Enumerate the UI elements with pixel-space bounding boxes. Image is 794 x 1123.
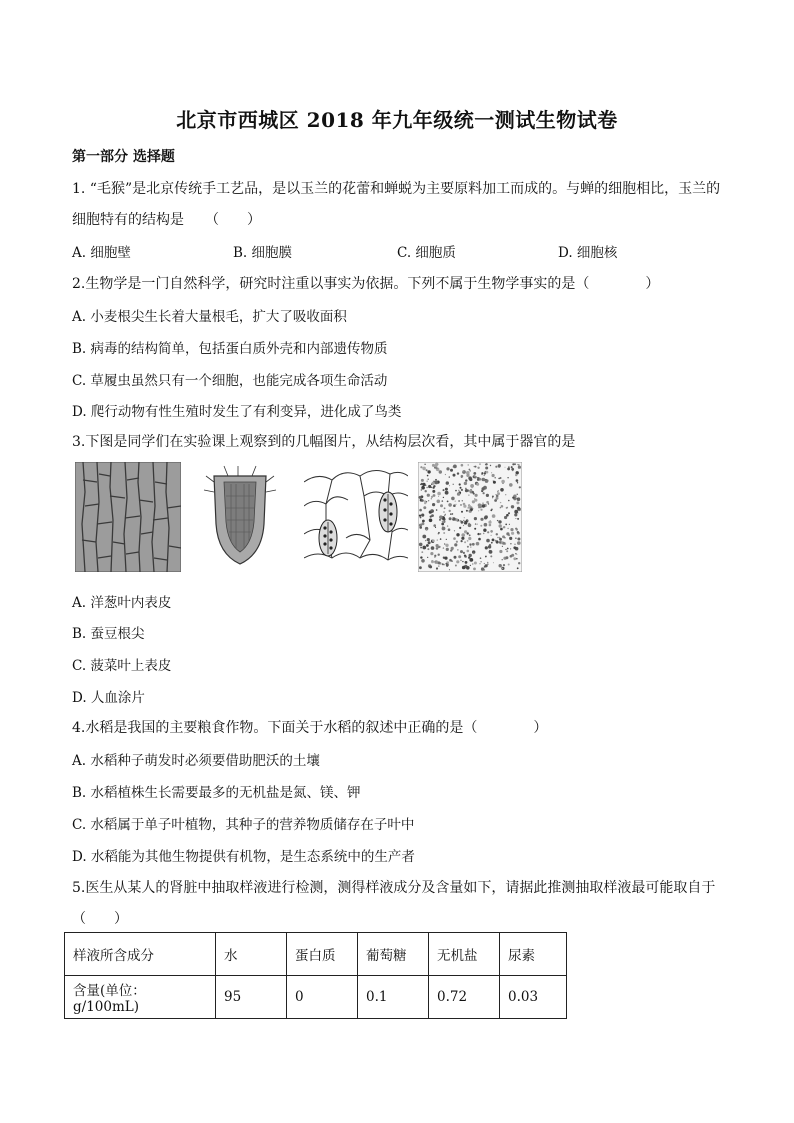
- table-cell: 0.72: [429, 976, 500, 1019]
- q1-stem-line2: 细胞特有的结构是 （ ）: [72, 212, 261, 228]
- q2-option-c: C. 草履虫虽然只有一个细胞，也能完成各项生命活动: [72, 373, 388, 389]
- onion-epidermis-image: [75, 462, 181, 572]
- q4-option-c: C. 水稻属于单子叶植物，其种子的营养物质储存在子叶中: [72, 817, 415, 833]
- q3-option-c: C. 菠菜叶上表皮: [72, 658, 172, 674]
- root-tip-image: [198, 462, 282, 572]
- q3-stem: 3.下图是同学们在实验课上观察到的几幅图片，从结构层次看，其中属于器官的是: [72, 434, 576, 450]
- q3-option-b: B. 蚕豆根尖: [72, 626, 145, 642]
- q2-option-d: D. 爬行动物有性生殖时发生了有利变异，进化成了鸟类: [72, 404, 402, 420]
- q1-stem-line1: 1. “毛猴”是北京传统手工艺品，是以玉兰的花蕾和蝉蜕为主要原料加工而成的。与蝉的细胞相比，玉兰的: [72, 181, 721, 197]
- q1-option-b: B. 细胞膜: [233, 245, 293, 261]
- q1-option-a: A. 细胞壁: [72, 245, 131, 261]
- q4-option-a: A. 水稻种子萌发时必须要借助肥沃的土壤: [72, 753, 320, 769]
- sample-composition-table: [64, 932, 567, 1019]
- table-header-cell: 尿素: [500, 933, 567, 976]
- q5-stem-line2: （ ）: [72, 911, 128, 927]
- q4-stem: 4.水稻是我国的主要粮食作物。下面关于水稻的叙述中正确的是（ ）: [72, 720, 548, 736]
- table-cell: 95: [216, 976, 287, 1019]
- table-header-row: [65, 933, 567, 976]
- q1-option-c: C. 细胞质: [397, 245, 456, 261]
- q1-option-d: D. 细胞核: [558, 245, 618, 261]
- spinach-epidermis-image: [304, 462, 408, 572]
- table-header-cell: 水: [216, 933, 287, 976]
- table-header-cell: 无机盐: [429, 933, 500, 976]
- table-cell: 0.1: [358, 976, 429, 1019]
- table-header-cell: 样液所含成分: [65, 933, 216, 976]
- table-header-cell: 葡萄糖: [358, 933, 429, 976]
- q2-stem: 2.生物学是一门自然科学，研究时注重以事实为依据。下列不属于生物学事实的是（ ）: [72, 276, 660, 292]
- blood-smear-image: [418, 462, 522, 572]
- table-cell: 含量(单位：g/100mL): [65, 976, 216, 1019]
- q3-option-d: D. 人血涂片: [72, 690, 145, 706]
- q4-option-b: B. 水稻植株生长需要最多的无机盐是氮、镁、钾: [72, 785, 361, 801]
- q4-option-d: D. 水稻能为其他生物提供有机物，是生态系统中的生产者: [72, 849, 415, 865]
- table-row: [65, 976, 567, 1019]
- section-heading: 第一部分 选择题: [72, 149, 175, 165]
- table-header-cell: 蛋白质: [287, 933, 358, 976]
- q5-stem-line1: 5.医生从某人的肾脏中抽取样液进行检测，测得样液成分及含量如下，请据此推测抽取样液最可能取自于: [72, 880, 716, 896]
- q3-option-a: A. 洋葱叶内表皮: [72, 595, 172, 611]
- q2-option-b: B. 病毒的结构简单，包括蛋白质外壳和内部遗传物质: [72, 341, 388, 357]
- table-cell: 0.03: [500, 976, 567, 1019]
- table-cell: 0: [287, 976, 358, 1019]
- q2-option-a: A. 小麦根尖生长着大量根毛，扩大了吸收面积: [72, 309, 347, 325]
- page-title: 北京市西城区 2018 年九年级统一测试生物试卷: [176, 108, 618, 132]
